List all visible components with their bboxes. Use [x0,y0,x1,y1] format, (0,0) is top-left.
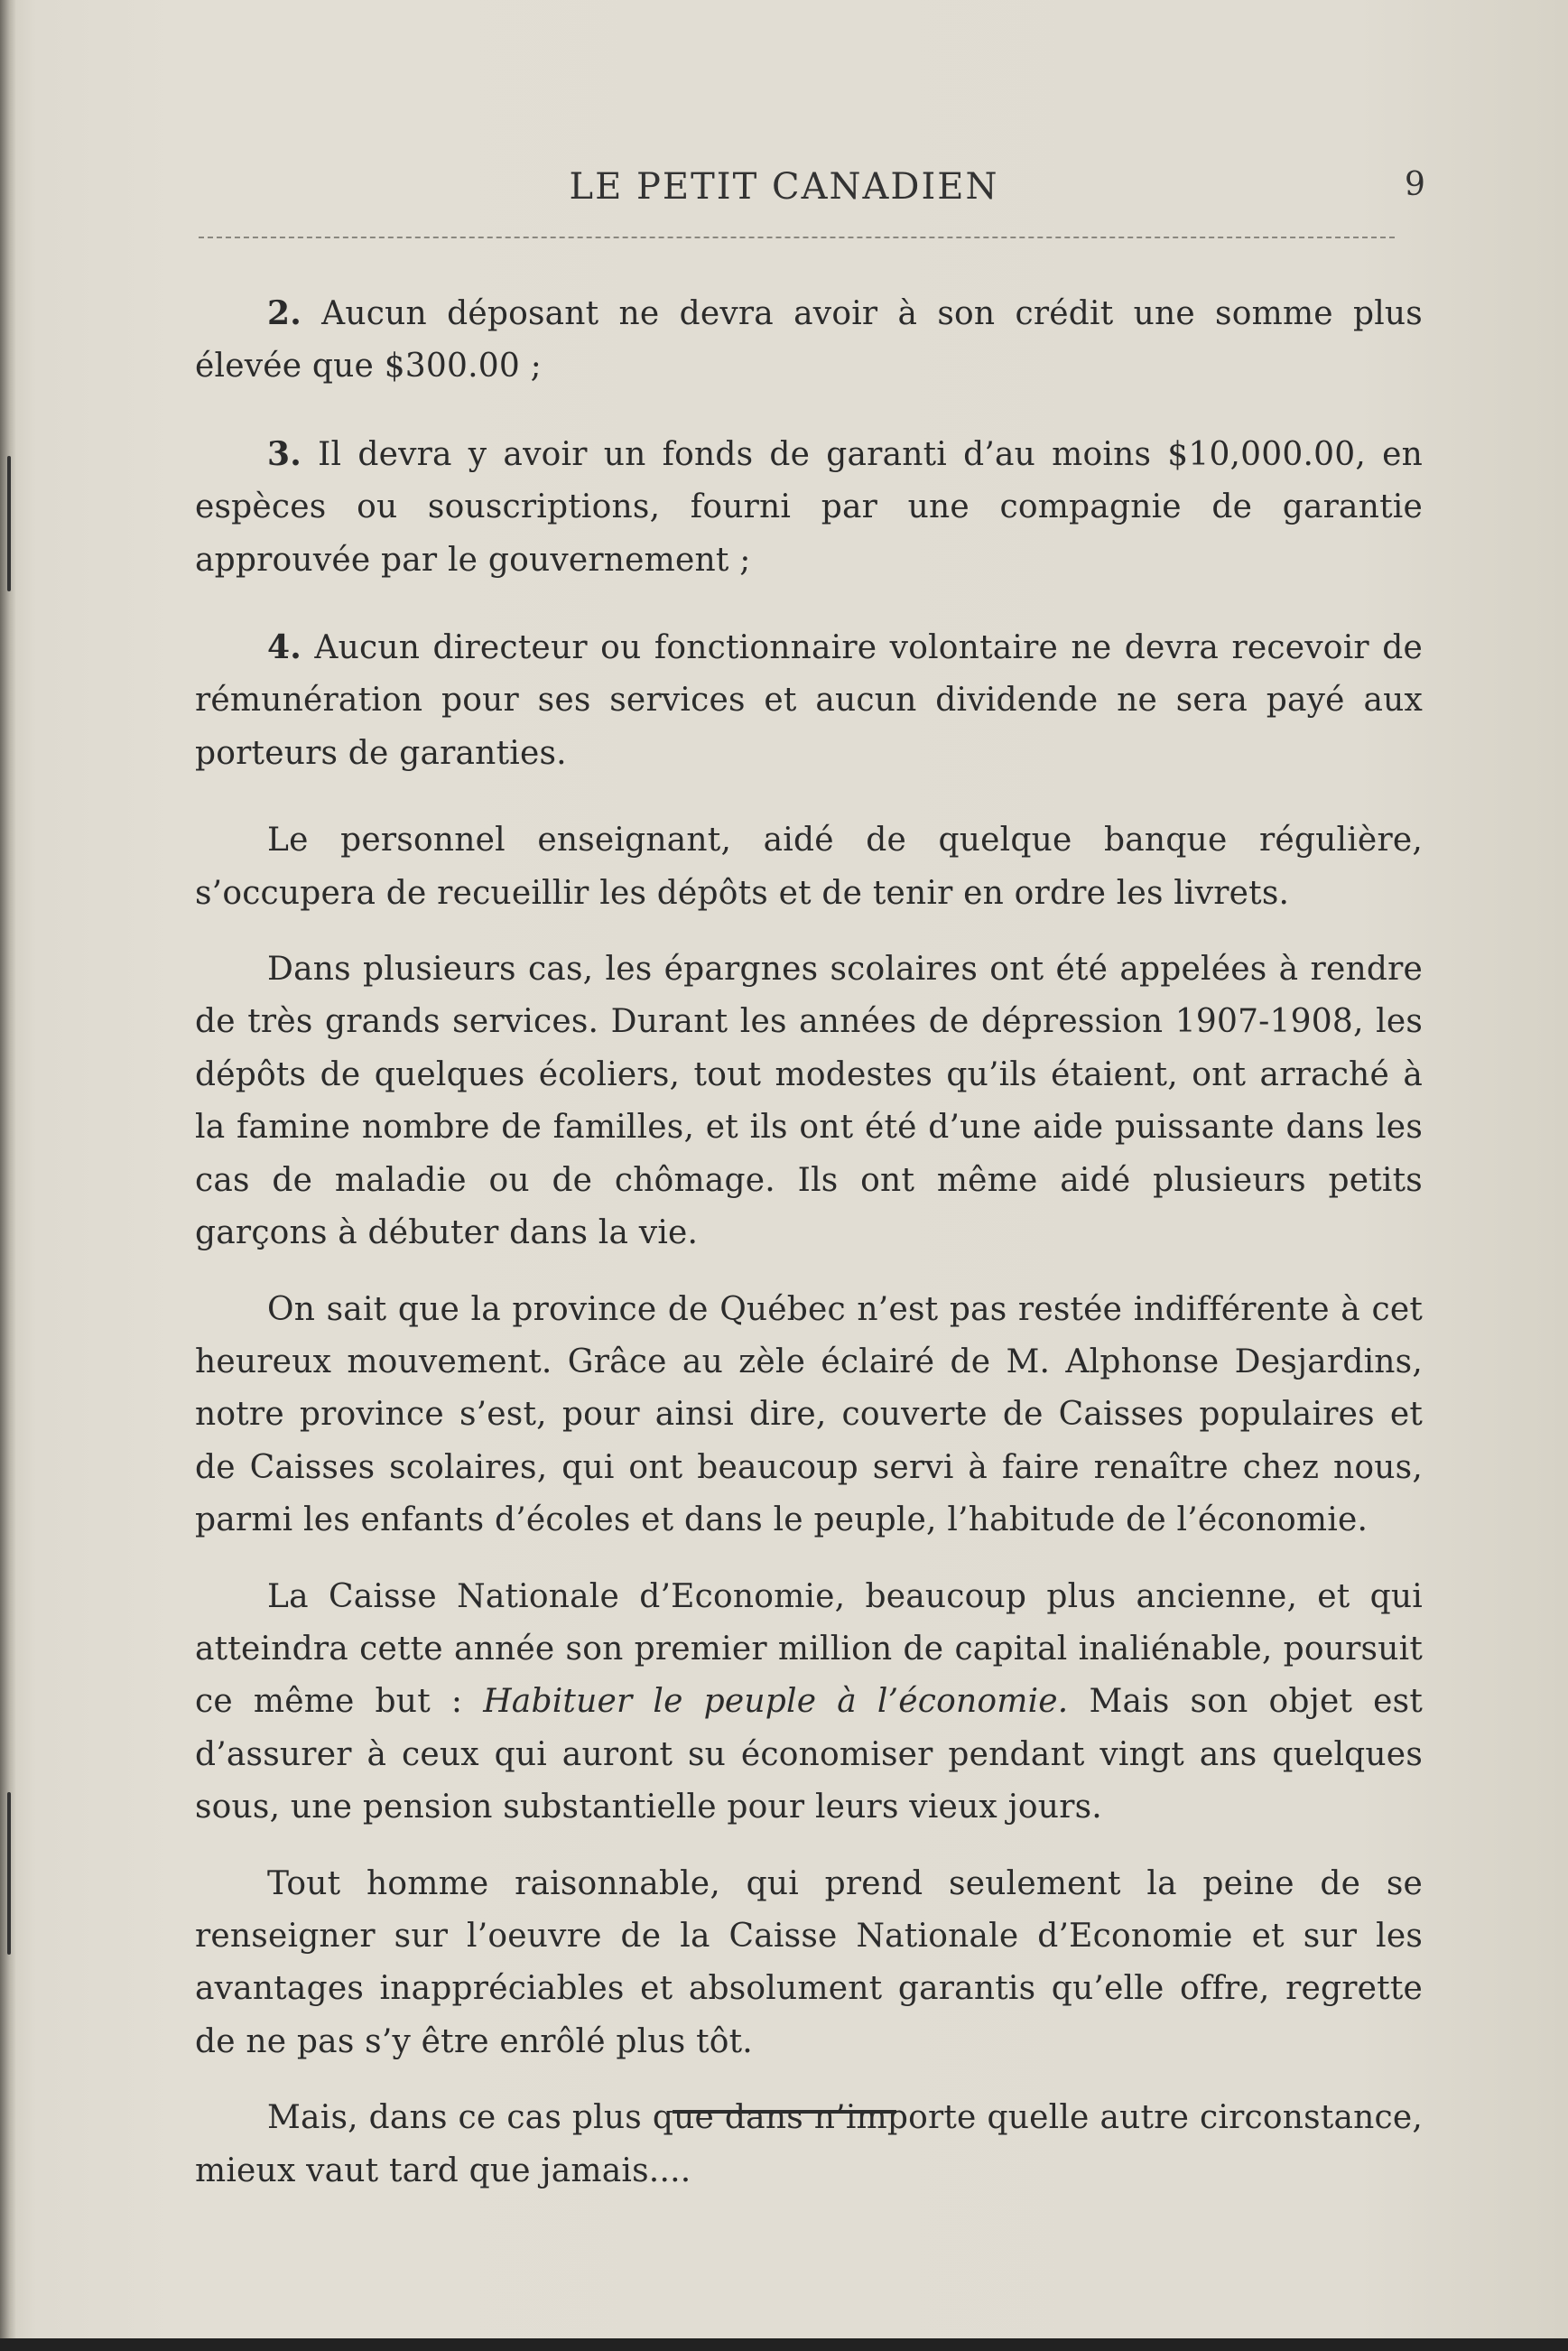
paragraph: Tout homme raisonnable, qui prend seulement la peine de se renseigner sur l’oeuvre de la Caisse Nationale d’Economie et sur les avantages inappréciables et absolument garantis qu’elle offre, regrette de ne pas s’y être enrôlé plus tôt. [195,1864,1423,2060]
item-text: Aucun déposant ne devra avoir à son crédit une somme plus élevée que $300.00 ; [195,295,1423,386]
header-rule [199,237,1395,238]
paragraph: Mais, dans ce cas plus que dans n’importe quelle autre circonstance, mieux vaut tard que jamais.... [195,2099,1423,2189]
page-binding-edge [0,0,16,2351]
paragraph-text: La Caisse Nationale d’Economie, beaucoup plus ancienne, et qui atteindra cette année son premier million de capital inaliénable, poursuit ce même but : [195,1577,1423,1721]
list-item [195,287,1423,394]
paragraph: On sait que la province de Québec n’est pas restée indifférente à cet heureux mouvement. Grâce au zèle éclairé de M. Alphonse Desjardins, notre province s’est, pour ainsi dire, couverte de Caisses populaires et de Caisses scolaires, qui ont beaucoup servi à faire renaître chez nous, parmi les enfants d’écoles et dans le peuple, l’habitude de l’économie. [195,1290,1423,1539]
page-number: 9 [1405,166,1425,203]
item-number: 3. [267,434,302,473]
end-rule [673,2110,896,2114]
item-text: Aucun directeur ou fonctionnaire volontaire ne devra recevoir de rémunération pour ses services et aucun dividende ne sera payé aux porteurs de garanties. [195,629,1423,772]
motto-text: Habituer le peuple à l’économie. [483,1683,1069,1721]
list-item [195,428,1423,587]
item-text: Il devra y avoir un fonds de garanti d’au moins $10,000.00, en espèces ou souscriptions, fourni par une compagnie de garantie approuvée par le gouvernement ; [195,435,1423,579]
paragraph-text: Mais son objet est d’assurer à ceux qui auront su économiser pendant vingt ans quelques sous, une pension substantielle pour leurs vieux jours. [195,1683,1423,1826]
item-number: 4. [267,628,302,667]
paragraph: Le personnel enseignant, aidé de quelque banque régulière, s’occupera de recueillir les dépôts et de tenir en ordre les livrets. [195,822,1423,912]
margin-mark [7,1792,11,1955]
page-bottom-edge [0,2338,1568,2351]
paragraph: Dans plusieurs cas, les épargnes scolaires ont été appelées à rendre de très grands services. Durant les années de dépression 1907-1908, les dépôts de quelques écoliers, tout modestes qu’ils étaient, ont arraché à la famine nombre de familles, et ils ont été d’une aide puissante dans les cas de maladie ou de chômage. Ils ont même aidé plusieurs petits garçons à débuter dans la vie. [195,951,1423,1252]
paragraph [195,1571,1423,1835]
body-text [195,287,1423,2198]
margin-mark [7,456,11,591]
list-item [195,621,1423,780]
item-number: 2. [267,294,302,332]
running-head-title: LE PETIT CANADIEN [569,166,999,208]
